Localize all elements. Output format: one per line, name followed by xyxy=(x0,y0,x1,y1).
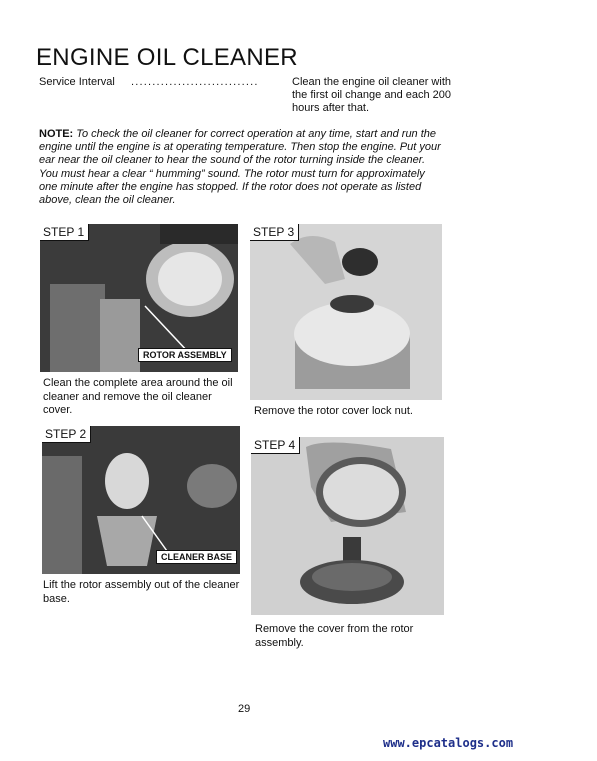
step-2-label: STEP 2 xyxy=(42,426,91,443)
note-lead: NOTE: xyxy=(39,128,74,140)
cleaner-base-callout: CLEANER BASE xyxy=(156,550,237,564)
page-number: 29 xyxy=(238,703,251,715)
step-4-label: STEP 4 xyxy=(251,437,300,454)
note-paragraph xyxy=(39,128,444,207)
service-interval-value: Clean the engine oil cleaner with the first oil change and each 200 hours after that. xyxy=(292,76,452,114)
step-2-photo xyxy=(42,426,240,574)
rotor-assembly-illustration xyxy=(251,437,444,615)
step-3-label: STEP 3 xyxy=(250,224,299,241)
service-interval-label: Service Interval xyxy=(39,76,115,88)
watermark: www.epcatalogs.com xyxy=(383,736,514,750)
leader-dots: .............................. xyxy=(131,76,259,88)
step-1-caption: Clean the complete area around the oil cleaner and remove the oil cleaner cover. xyxy=(43,377,233,416)
step-1-label: STEP 1 xyxy=(40,224,89,241)
page-title: ENGINE OIL CLEANER xyxy=(36,44,298,71)
step-4-caption: Remove the cover from the rotor assembly. xyxy=(255,623,414,649)
rotor-assembly-callout: ROTOR ASSEMBLY xyxy=(138,348,232,362)
step-1-photo xyxy=(40,224,238,372)
step-2-caption: Lift the rotor assembly out of the cleaner base. xyxy=(43,579,240,605)
rotor-cover-illustration xyxy=(250,224,442,400)
step-3-photo xyxy=(250,224,442,400)
step-3-caption: Remove the rotor cover lock nut. xyxy=(254,405,413,417)
note-text: To check the oil cleaner for correct operation at any time, start and run the engine until the engine is at operating temperature. Then stop the engine. Put your ear near the oil cleaner to hear the sound of the rotor turning inside the cleaner. You must hear a clear “ humming” sound. The rotor must turn for approximately one minute after the engine has stopped. If the rotor does not operate as listed above, clean the oil cleaner. xyxy=(39,128,441,207)
step-4-photo xyxy=(251,437,444,615)
